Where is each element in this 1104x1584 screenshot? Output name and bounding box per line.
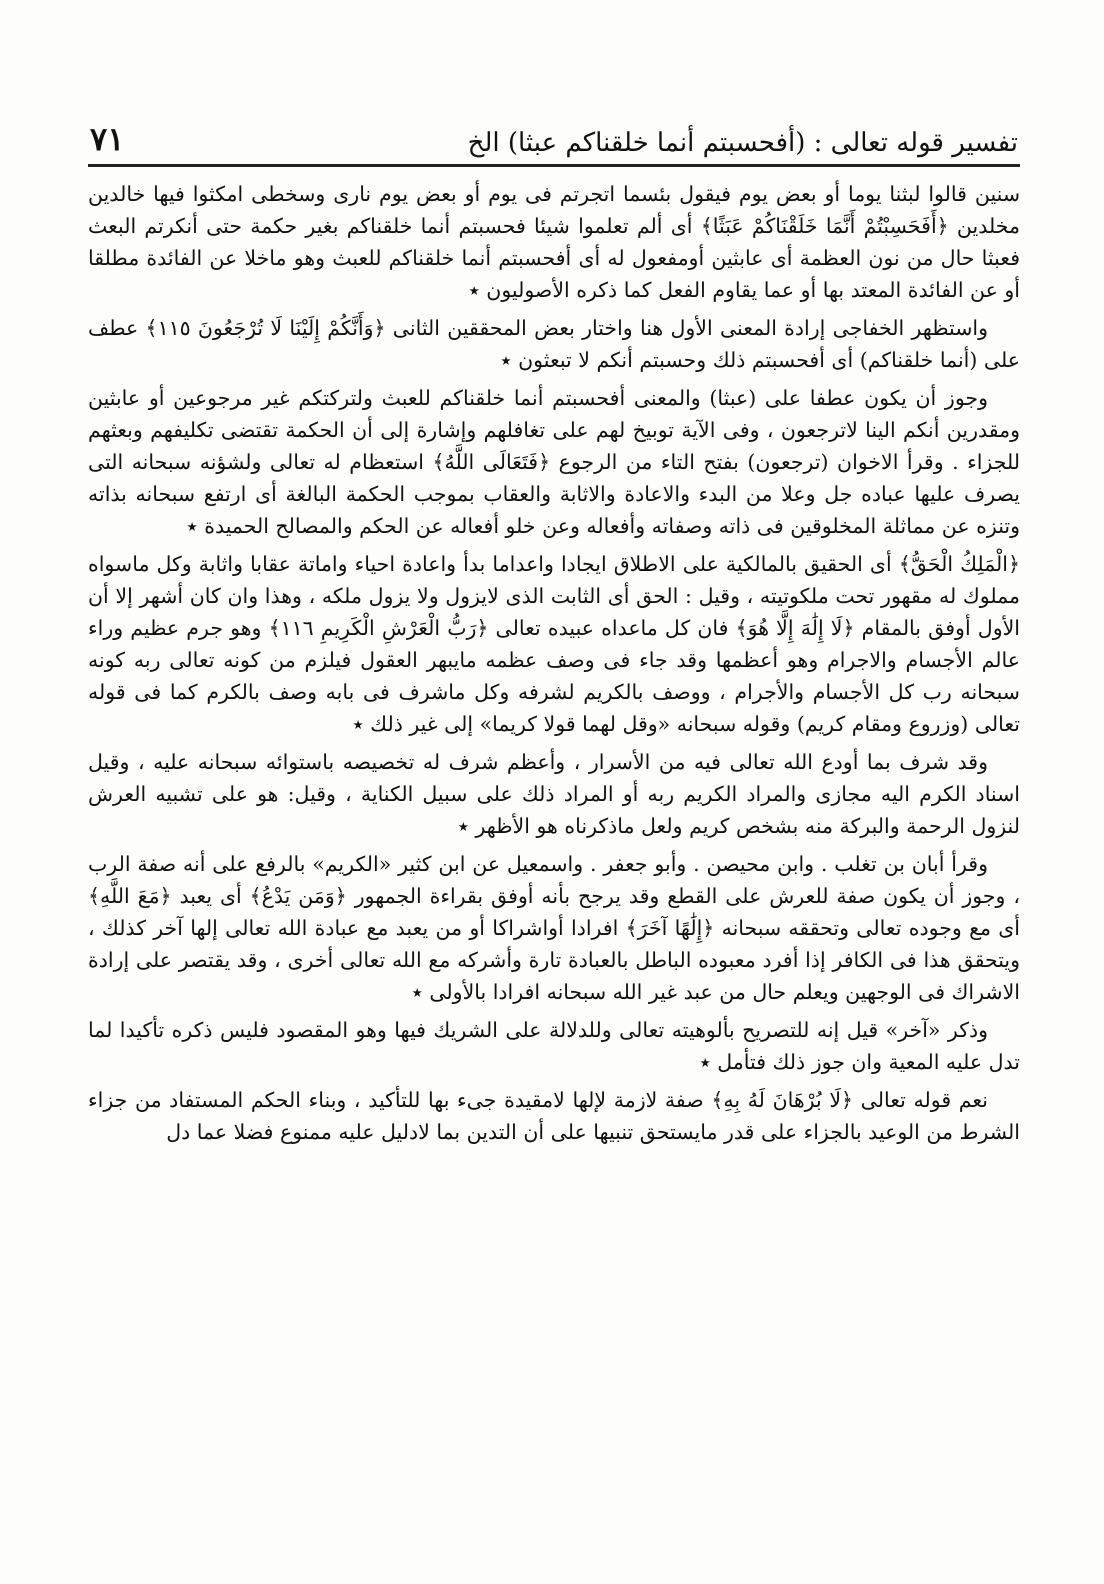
running-title: تفسير قوله تعالى : (أفحسبتم أنما خلقناكم عبثا) الخ (467, 128, 1018, 158)
page-header (90, 108, 1018, 158)
paragraph: نعم قوله تعالى ﴿لَا بُرْهَانَ لَهُ بِهِ﴾ صفة لازمة لإلها لامقيدة جىء بها للتأكيد ، وبناء الحكم المستفاد من جزاء الشرط من الوعيد بالجزاء على قدر مايستحق تنبيها على أن التدين بما لادليل عليه ممنوع فضلا عما دل (88, 1088, 1020, 1144)
paragraph: وذكر «آخر» قيل إنه للتصريح بألوهيته تعالى وللدلالة على الشريك فيها وهو المقصود فليس ذكره تأكيدا لما تدل عليه المعية وان جوز ذلك فتأمل ٭ (88, 1018, 1020, 1074)
page-number: ٧١ (90, 120, 125, 158)
paragraph: وقد شرف بما أودع الله تعالى فيه من الأسرار ، وأعظم شرف له تخصيصه باستوائه سبحانه عليه ، وقيل اسناد الكرم اليه مجازى والمراد الكريم ربه أو المراد ذلك على سبيل الكناية ، وقيل: هو على تشبيه العرش لنزول الرحمة والبركة منه بشخص كريم ولعل ماذكرناه هو الأظهر ٭ (88, 750, 1020, 838)
body-text (88, 178, 1020, 1148)
paragraph: وجوز أن يكون عطفا على (عبثا) والمعنى أفحسبتم أنما خلقناكم للعبث ولتركتكم غير مرجوعين أو عابثين ومقدرين أنكم الينا لاترجعون ، وفى الآية توبيخ لهم على تغافلهم وإشارة إلى أن الحكمة تقتضى تكليفهم وبعثهم للجزاء . وقرأ الاخوان (ترجعون) بفتح التاء من الرجوع ﴿فَتَعَالَى اللَّهُ﴾ استعظام له تعالى ولشؤنه سبحانه التى يصرف عليها عباده جل وعلا من البدء والاعادة والاثابة والعقاب بموجب الحكمة البالغة أى ارتفع سبحانه بذاته وتنزه عن مماثلة المخلوقين فى ذاته وصفاته وأفعاله وعن خلو أفعاله عن الحكم والمصالح الحميدة ٭ (88, 386, 1020, 538)
paragraph: واستظهر الخفاجى إرادة المعنى الأول هنا واختار بعض المحققين الثانى ﴿وَأَنَّكُمْ إِلَيْنَا لَا تُرْجَعُونَ ١١٥﴾ عطف على (أنما خلقناكم) أى أفحسبتم ذلك وحسبتم أنكم لا تبعثون ٭ (88, 316, 1020, 372)
header-rule (88, 164, 1020, 167)
paragraph: سنين قالوا لبثنا يوما أو بعض يوم فيقول بئسما اتجرتم فى يوم أو بعض يوم نارى وسخطى امكثوا فيها خالدين مخلدين ﴿أَفَحَسِبْتُمْ أَنَّمَا خَلَقْنَاكُمْ عَبَثًا﴾ أى ألم تعلموا شيئا فحسبتم أنما خلقناكم بغير حكمة حتى أنكرتم البعث فعبثا حال من نون العظمة أى عابثين أومفعول له أى أفحسبتم أنما خلقناكم للعبث وهو ماخلا عن الفائدة مطلقا أو عن الفائدة المعتد بها أو عما يقاوم الفعل كما ذكره الأصوليون ٭ (88, 182, 1020, 302)
paragraph: وقرأ أبان بن تغلب . وابن محيصن . وأبو جعفر . واسمعيل عن ابن كثير «الكريم» بالرفع على أنه صفة الرب ، وجوز أن يكون صفة للعرش على القطع وقد يرجح بأنه أوفق بقراءة الجمهور ﴿وَمَن يَدْعُ﴾ أى يعبد ﴿مَعَ اللَّهِ﴾ أى مع وجوده تعالى وتحققه سبحانه ﴿إِلَٰهًا آخَرَ﴾ افرادا أواشراكا أو من يعبد مع عبادة الله تعالى إلها آخر كذلك ، ويتحقق هذا فى الكافر إذا أفرد معبوده الباطل بالعبادة تارة وأشركه مع الله تعالى أخرى ، وقد يقتصر على إرادة الاشراك فى الوجهين ويعلم حال من عبد غير الله سبحانه افرادا بالأولى ٭ (88, 852, 1020, 1004)
paragraph: ﴿الْمَلِكُ الْحَقُّ﴾ أى الحقيق بالمالكية على الاطلاق ايجادا واعداما بدأ واعادة احياء واماتة عقابا واثابة وكل ماسواه مملوك له مقهور تحت ملكوتيته ، وقيل : الحق أى الثابت الذى لايزول ولا يزول ملكه ، وهذا وان كان أشهر إلا أن الأول أوفق بالمقام ﴿لَا إِلَٰهَ إِلَّا هُوَ﴾ فان كل ماعداه عبيده تعالى ﴿رَبُّ الْعَرْشِ الْكَرِيمِ ١١٦﴾ وهو جرم عظيم وراء عالم الأجسام والاجرام وهو أعظمها وقد جاء فى وصف عظمه مايبهر العقول فيلزم من كونه تعالى ربه كونه سبحانه رب كل الأجسام والأجرام ، ووصف بالكريم لشرفه وكل ماشرف فى بابه وصف بالكرم كما فى قوله تعالى (وزروع ومقام كريم) وقوله سبحانه «وقل لهما قولا كريما» إلى غير ذلك ٭ (88, 552, 1020, 736)
